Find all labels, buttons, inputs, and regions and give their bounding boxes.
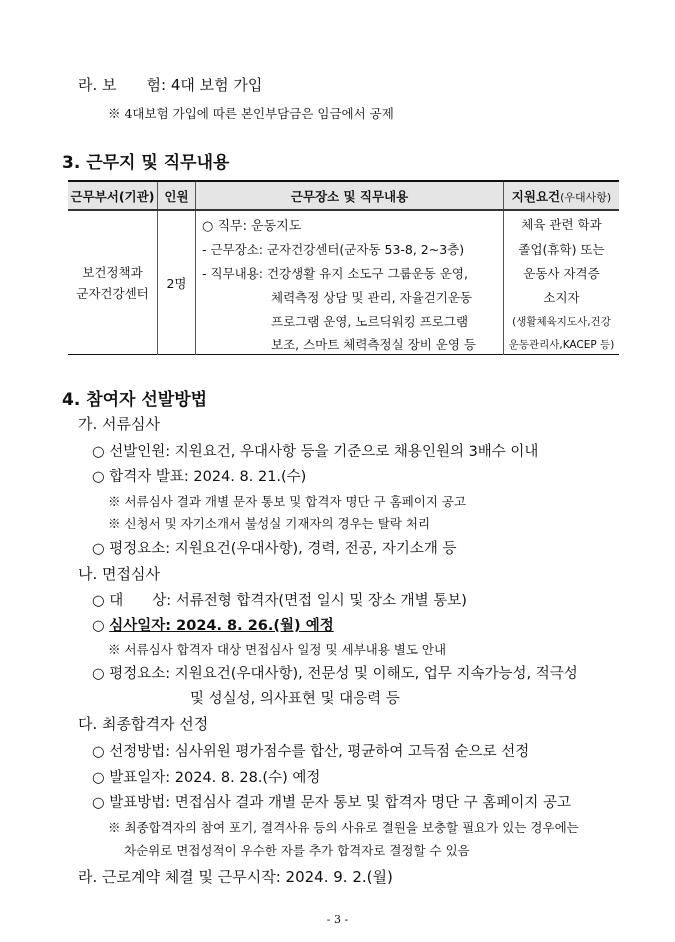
requirements-cell [504, 210, 620, 355]
duty-line: 프로그램 운영, 노르딕워킹 프로그램 [271, 314, 469, 329]
contract-line: 라. 근로계약 체결 및 근무시작: 2024. 9. 2.(월) [78, 868, 393, 886]
requirement-line: 소지자 [543, 290, 580, 305]
section3-title: 3. 근무지 및 직무내용 [62, 153, 230, 173]
document-review-note: ※ 서류심사 결과 개별 문자 통보 및 합격자 명단 구 홈페이지 공고 [108, 494, 467, 509]
duty-line: ○ 직무: 운동지도 [202, 219, 302, 234]
duty-line: - 직무내용: 건강생활 유지 소도구 그룹운동 운영, [202, 266, 468, 281]
headcount-cell: 2명 [158, 210, 196, 355]
requirement-line: 운동관리사,KACEP 등) [508, 339, 615, 351]
duty-line: - 근무장소: 군자건강센터(군자동 53-8, 2~3층) [202, 242, 465, 257]
header-duty: 근무장소 및 직무내용 [196, 181, 504, 210]
final-item: ○ 발표일자: 2024. 8. 28.(수) 예정 [92, 770, 321, 786]
document-review-item: ○ 선발인원: 지원요건, 우대사항 등을 기준으로 채용인원의 3배수 이내 [92, 444, 539, 460]
duty-line: 보조, 스마트 체력측정실 장비 운영 등 [271, 337, 476, 352]
page-number: - 3 - [326, 913, 349, 926]
duty-line: 체력측정 상담 및 관리, 자율걷기운동 [271, 290, 472, 305]
requirement-line: (생활체육지도사,건강 [512, 316, 611, 328]
document-review-item: ○ 평정요소: 지원요건(우대사항), 경력, 전공, 자기소개 등 [92, 541, 457, 557]
insurance-line: 라. 보 험: 4대 보험 가입 [78, 76, 263, 94]
section4-title: 4. 참여자 선발방법 [62, 390, 208, 410]
final-item: ○ 선정방법: 심사위원 평가점수를 합산, 평균하여 고득점 순으로 선정 [92, 744, 530, 760]
final-note-cont: 차순위로 면접성적이 우수한 자를 추가 합격자로 결정할 수 있음 [124, 843, 470, 858]
header-department: 근무부서(기관) [68, 181, 158, 210]
interview-note: ※ 서류심사 합격자 대상 면접심사 일정 및 세부내용 별도 안내 [108, 642, 447, 657]
interview-criteria: ○ 평정요소: 지원요건(우대사항), 전문성 및 이해도, 업무 지속가능성, 적극성 [92, 666, 578, 682]
interview-criteria-cont: 및 성실성, 의사표현 및 대응력 등 [190, 691, 400, 707]
final-title: 다. 최종합격자 선정 [78, 715, 209, 733]
document-review-item: ○ 합격자 발표: 2024. 8. 21.(수) [92, 469, 307, 485]
interview-date: 심사일자: 2024. 8. 26.(월) 예정 [109, 618, 334, 634]
interview-title: 나. 면접심사 [78, 565, 160, 583]
document-review-note: ※ 신청서 및 자기소개서 불성실 기재자의 경우는 탈락 처리 [108, 516, 431, 531]
duty-table [68, 180, 619, 355]
document-review-title: 가. 서류심사 [78, 415, 160, 433]
header-requirements: 지원요건(우대사항) [504, 181, 620, 210]
duty-cell [196, 210, 504, 355]
final-item: ○ 발표방법: 면접심사 결과 개별 문자 통보 및 합격자 명단 구 홈페이지 공고 [92, 795, 572, 811]
department-cell: 보건정책과 군자건강센터 [68, 210, 158, 355]
interview-date-line: ○ 심사일자: 2024. 8. 26.(월) 예정 [92, 618, 334, 634]
requirement-line: 운동사 자격증 [523, 266, 600, 281]
requirement-line: 졸업(휴학) 또는 [518, 242, 605, 257]
interview-target: ○ 대 상: 서류전형 합격자(면접 일시 및 장소 개별 통보) [92, 593, 467, 609]
final-note: ※ 최종합격자의 참여 포기, 결격사유 등의 사유로 결원을 보충할 필요가 있는 경우에는 [108, 820, 579, 835]
insurance-note: ※ 4대보험 가입에 따른 본인부담금은 임금에서 공제 [108, 106, 394, 121]
header-headcount: 인원 [158, 181, 196, 210]
requirement-line: 체육 관련 학과 [521, 217, 602, 232]
